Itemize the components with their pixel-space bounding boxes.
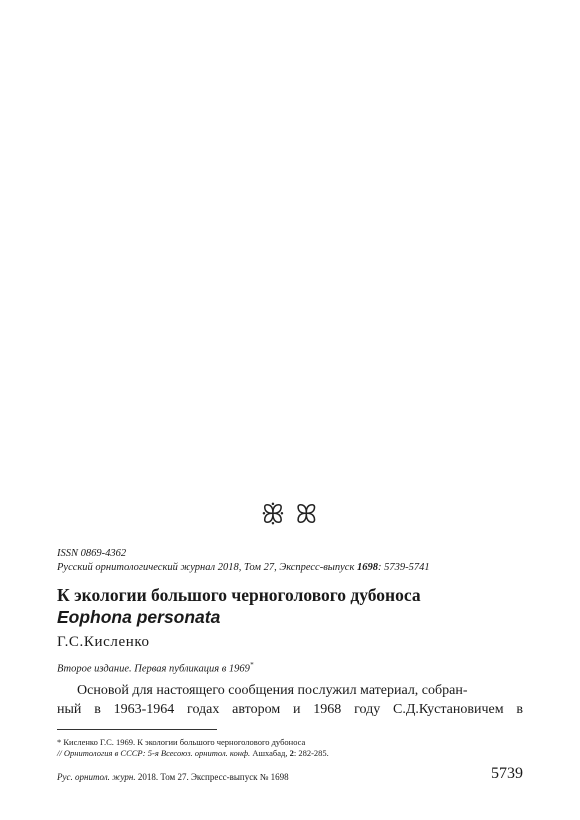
body-text (57, 681, 523, 719)
journal-issue: 1698 (357, 562, 378, 573)
edition-text: Второе издание. Первая публикация в 1969 (57, 663, 250, 675)
footer-journal-abbrev: Рус. орнитол. журн. (57, 772, 136, 782)
footnote-rule (57, 729, 217, 730)
article-title: К экологии большого черноголового дубоноса (57, 585, 421, 605)
latin-species-name: Eophona personata (57, 607, 221, 627)
running-footer (57, 771, 289, 783)
ornament-divider: ꕥ ꕤ (260, 500, 320, 529)
page-number: 5739 (491, 765, 523, 782)
footnote-1: * Кисленко Г.С. 1969. К экологии большого черноголового дубоноса (57, 737, 306, 747)
journal-citation (57, 561, 430, 574)
footer-issue-info: 2018. Том 27. Экспресс-выпуск № 1698 (135, 772, 289, 782)
footnote-2-source: // Орнитология в СССР: 5-я Всесоюз. орнитол. конф. (57, 748, 251, 758)
footnote-2 (57, 748, 329, 759)
footnote-2-pages: : 282-285. (293, 748, 329, 758)
author-name: Г.С.Кисленко (57, 634, 150, 650)
issn: ISSN 0869-4362 (57, 548, 127, 559)
edition-note (57, 659, 253, 676)
body-line-2: ный в 1963-1964 годах автором и 1968 году С.Д.Кустановичем в (57, 702, 523, 717)
footnote-2-volume: 2 (289, 748, 294, 758)
footnote-marker: * (249, 661, 254, 669)
journal-pages: : 5739-5741 (378, 562, 430, 573)
body-line-1: Основой для настоящего сообщения послужил материал, собран- (77, 683, 468, 698)
footnote-2-city: Ашхабад, (250, 748, 290, 758)
journal-citation-prefix: Русский орнитологический журнал 2018, Том 27, Экспресс-выпуск (57, 562, 357, 573)
